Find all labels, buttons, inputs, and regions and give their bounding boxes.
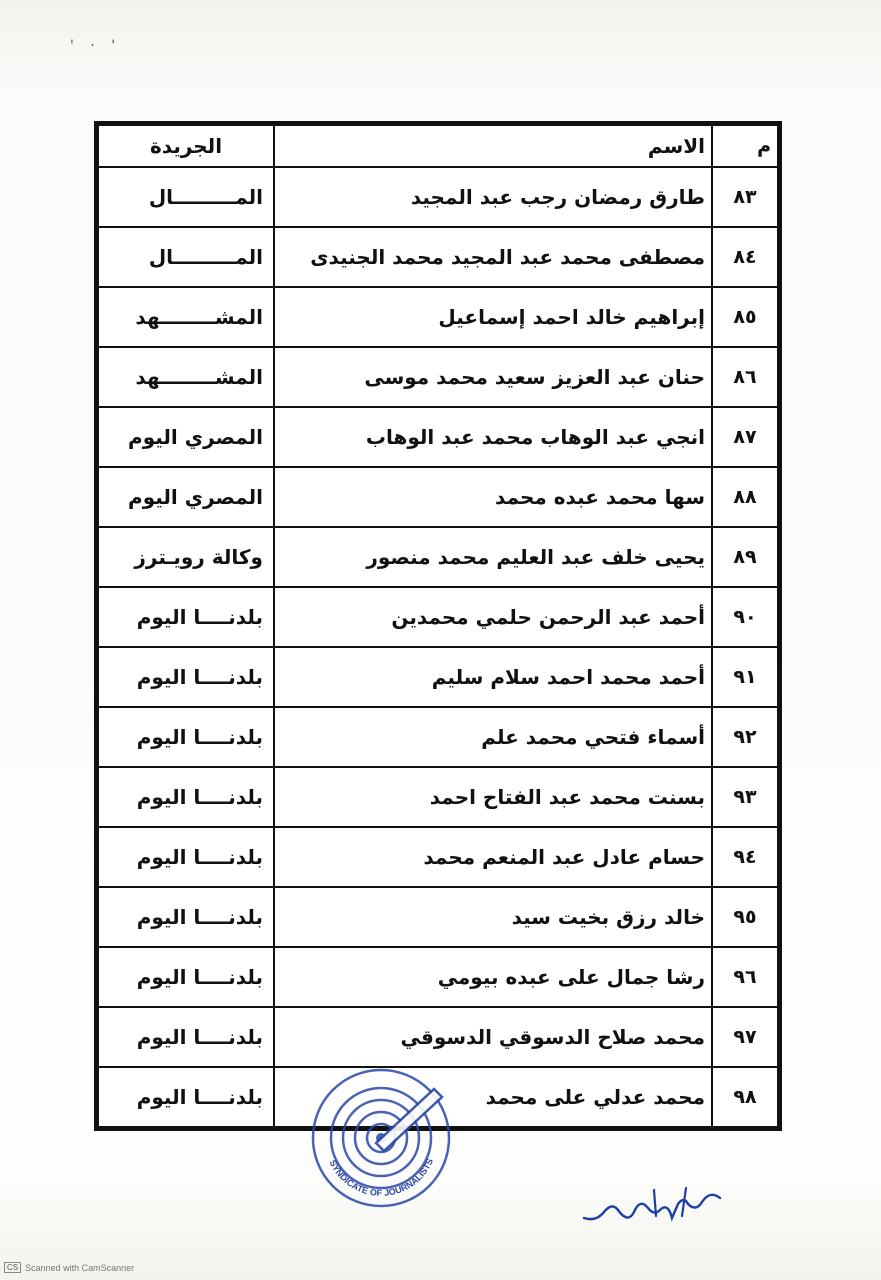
member-name: إبراهيم خالد احمد إسماعيل (274, 287, 712, 347)
newspaper-name: بلدنــــا اليوم (98, 707, 274, 767)
newspaper-name: المصري اليوم (98, 407, 274, 467)
row-number: ٨٦ (712, 347, 778, 407)
newspaper-name: بلدنــــا اليوم (98, 1067, 274, 1127)
row-number: ٩٦ (712, 947, 778, 1007)
newspaper-name: بلدنــــا اليوم (98, 1007, 274, 1067)
row-number: ٨٧ (712, 407, 778, 467)
scan-speckles: ' · ' (70, 38, 122, 54)
table-row (98, 647, 778, 707)
table-row (98, 227, 778, 287)
row-number: ٩٤ (712, 827, 778, 887)
newspaper-name: بلدنــــا اليوم (98, 647, 274, 707)
row-number: ٩٢ (712, 707, 778, 767)
table-row (98, 587, 778, 647)
newspaper-name: بلدنــــا اليوم (98, 827, 274, 887)
table-row (98, 767, 778, 827)
member-name: حسام عادل عبد المنعم محمد (274, 827, 712, 887)
table-row (98, 287, 778, 347)
scan-footer (4, 1262, 134, 1273)
member-name: طارق رمضان رجب عبد المجيد (274, 167, 712, 227)
row-number: ٩٧ (712, 1007, 778, 1067)
member-name: سها محمد عبده محمد (274, 467, 712, 527)
header-num: م (712, 125, 778, 167)
row-number: ٩٥ (712, 887, 778, 947)
newspaper-name: بلدنــــا اليوم (98, 767, 274, 827)
row-number: ٩١ (712, 647, 778, 707)
row-number: ٨٥ (712, 287, 778, 347)
newspaper-name: بلدنــــا اليوم (98, 887, 274, 947)
row-number: ٨٩ (712, 527, 778, 587)
table-header-row (98, 125, 778, 167)
member-name: مصطفى محمد عبد المجيد محمد الجنيدى (274, 227, 712, 287)
row-number: ٩٨ (712, 1067, 778, 1127)
row-number: ٩٣ (712, 767, 778, 827)
row-number: ٨٨ (712, 467, 778, 527)
header-name: الاسم (274, 125, 712, 167)
member-name: أحمد عبد الرحمن حلمي محمدين (274, 587, 712, 647)
row-number: ٨٣ (712, 167, 778, 227)
camscanner-badge: CS (4, 1262, 21, 1273)
table-row (98, 827, 778, 887)
newspaper-name: المشــــــــهد (98, 347, 274, 407)
signature (570, 1178, 730, 1228)
table-row (98, 1007, 778, 1067)
table-row (98, 527, 778, 587)
member-name: يحيى خلف عبد العليم محمد منصور (274, 527, 712, 587)
header-newspaper: الجريدة (98, 125, 274, 167)
member-name: خالد رزق بخيت سيد (274, 887, 712, 947)
row-number: ٨٤ (712, 227, 778, 287)
newspaper-name: بلدنــــا اليوم (98, 947, 274, 1007)
member-name: محمد صلاح الدسوقي الدسوقي (274, 1007, 712, 1067)
syndicate-stamp (306, 1063, 456, 1213)
table-row (98, 347, 778, 407)
members-table (94, 121, 782, 1131)
table-row (98, 467, 778, 527)
member-name: أسماء فتحي محمد علم (274, 707, 712, 767)
newspaper-name: المصري اليوم (98, 467, 274, 527)
camscanner-text: Scanned with CamScanner (25, 1262, 135, 1273)
member-name: انجي عبد الوهاب محمد عبد الوهاب (274, 407, 712, 467)
newspaper-name: المشــــــــهد (98, 287, 274, 347)
newspaper-name: بلدنــــا اليوم (98, 587, 274, 647)
member-name: بسنت محمد عبد الفتاح احمد (274, 767, 712, 827)
member-name: رشا جمال على عبده بيومي (274, 947, 712, 1007)
member-name: أحمد محمد احمد سلام سليم (274, 647, 712, 707)
table-row (98, 167, 778, 227)
newspaper-name: المـــــــــال (98, 167, 274, 227)
member-name: محمد عدلي على محمد (274, 1067, 712, 1127)
table-row (98, 887, 778, 947)
table-row (98, 707, 778, 767)
row-number: ٩٠ (712, 587, 778, 647)
table-row (98, 947, 778, 1007)
member-name: حنان عبد العزيز سعيد محمد موسى (274, 347, 712, 407)
newspaper-name: المـــــــــال (98, 227, 274, 287)
table-row (98, 407, 778, 467)
newspaper-name: وكالة رويـترز (98, 527, 274, 587)
stamp-text: SYNDICATE OF JOURNALISTS (327, 1156, 436, 1198)
